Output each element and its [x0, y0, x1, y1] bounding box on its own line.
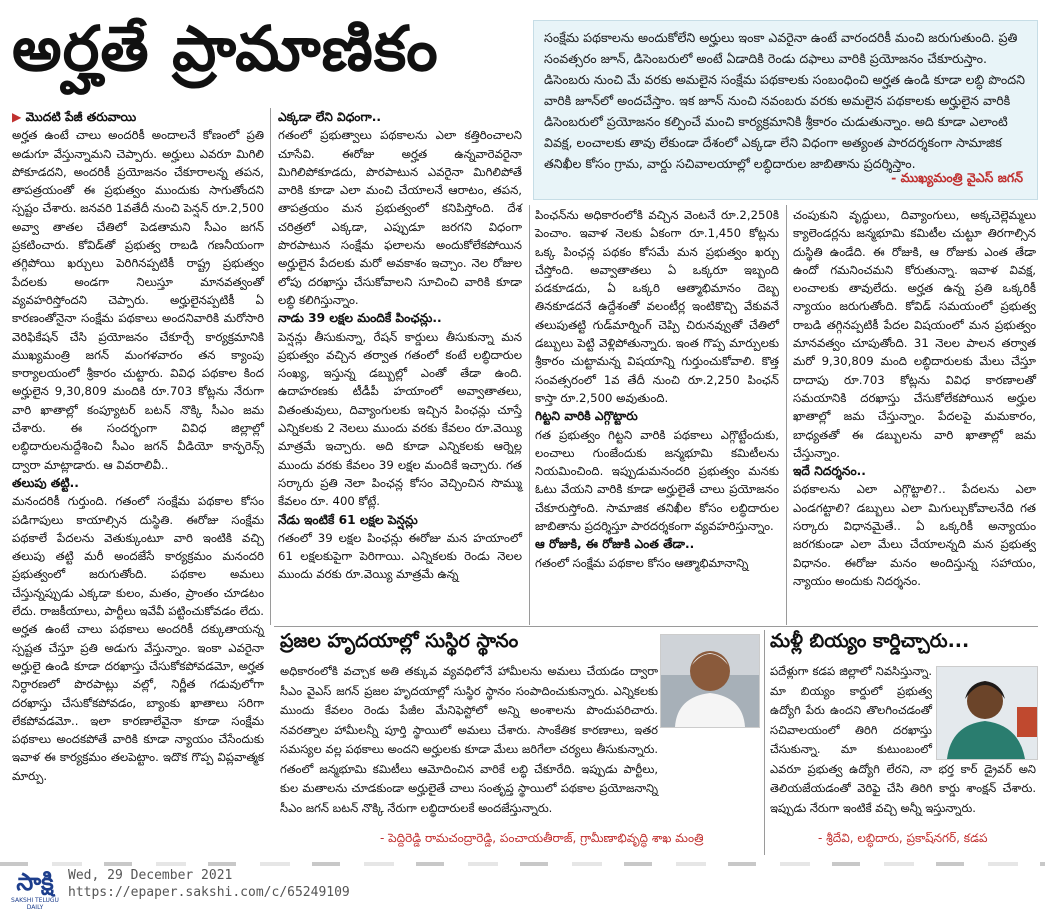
column-divider	[786, 205, 787, 625]
beneficiary-box-text: పదేళ్లుగా కడప జిల్లాలో నివసిస్తున్నా. మా బియ్యం కార్డులో ప్రభుత్వ ఉద్యోగి పేరు ఉందని తొలగించడంతో సచివాలయంలో తిరిగి దరఖాస్తు చేసుకున్నా. మా కుటుంబంలో ఎవరూ ప్రభుత్వ ఉద్యోగి లేరని, నా భర్త కార్ డ్రైవర్ అని తెలియజేయడంతో వెరిఫై చేసి తిరిగి కార్డు శాంక్షన్ చేశారు. ఇప్పుడు నేరుగా ఇంటికే వచ్చి అన్నీ ఇస్తున్నారు.	[770, 664, 1036, 815]
minister-box-signature: - పెద్దిరెడ్డి రామచంద్రారెడ్డి, పంచాయతీరాజ్, గ్రామీణాభివృద్ధి శాఖ మంత్రి	[380, 831, 704, 845]
sakshi-logo: సాక్షి	[16, 868, 54, 896]
column-divider	[270, 108, 271, 625]
minister-photo	[660, 634, 760, 728]
col2-subheading-0: ఎక్కడా లేని విధంగా..	[278, 110, 381, 124]
photo-spacer	[932, 662, 1036, 758]
minister-quote-box	[280, 626, 760, 858]
col4-subheading-1: ఇదే నిదర్శనం..	[793, 464, 866, 479]
footer-date: Wed, 29 December 2021	[68, 868, 233, 883]
minister-box-title: ప్రజల హృదయాల్లో సుస్థిర స్థానం	[280, 630, 519, 652]
col4-paragraph-2: పథకాలను ఎలా ఎగ్గొట్టాలి?.. పేదలను ఎలా ఎండగట్టాలి? డబ్బులు ఎలా మిగుల్చుకోవాలనేది గత సర్కారు విధానమైతే.. ఏ ఒక్కరికీ అన్యాయం జరగకుండా ఎలా మేలు చేయాలన్నది మన ప్రభుత్వ విధానం. ఈరోజు మనం అందిస్తున్న సహాయం, న్యాయం అందుకు నిదర్శనం.	[793, 482, 1036, 588]
beneficiary-box-signature: - శ్రీదేవి, లబ్ధిదారు, ప్రకాష్‌నగర్, కడప	[818, 831, 988, 845]
col3-subheading-2: ఆ రోజుకి, ఈ రోజుకి ఎంత తేడా..	[535, 537, 695, 552]
column-divider	[764, 630, 765, 855]
col1-paragraph-2: మనందరికీ గుర్తుంది. గతంలో సంక్షేమ పథకాల కోసం పడిగాపులు కాయాల్సిన దుస్థితి. ఈరోజు సంక్షేమ పథకాలే పేదలను వెతుక్కుంటూ వారి ఇంటికి వచ్చి తలుపు తట్టి మరీ అందజేసే కార్యక్రమం మనందరి ప్రభుత్వంలో జరుగుతోంది. పథకాల అమలు చేస్తున్నప్పుడు ఎక్కడా కులం, మతం, ప్రాంతం చూడటం లేదు. రాజకీయాలు, పార్టీలు ఇవేవీ పట్టించుకోవడం లేదు. అర్హత ఉంటే చాలు పథకాలు అందరికీ దక్కుతాయన్న స్పష్టత చేస్తూ ప్రతి అడుగు వేస్తున్నాం. ఇంకా ఎవరైనా అర్హులై ఉండి కూడా దరఖాస్తు చేసుకోకపోవడమో, అర్హత నిర్ధారణలో పొరపాట్లు వల్లో, నిర్ణీత గడువులోగా దరఖాస్తు చేసుకోకపోవడం, బ్యాంకు ఖాతాలు సరిగా లేకపోవడమో.. ఇలా కారణాలేవైనా కూడా సంక్షేమ పథకాలు అందకపోతే వారికి కూడా న్యాయం చేసేందుకు ఇవాళ ఈ కార్యక్రమం తలపెట్టాం. ఇదొక గొప్ప విప్లవాత్మక మార్పు.	[12, 494, 264, 783]
sakshi-logo-subtitle: SAKSHI TELUGU DAILY	[11, 897, 59, 911]
article-column-4	[793, 206, 1036, 625]
beneficiary-box-title: మళ్లీ బియ్యం కార్డిచ్చారు...	[770, 630, 970, 652]
lead-text: మొదటి పేజీ తరువాయి	[25, 110, 137, 124]
col2-paragraph-2: పెన్షన్లు తీసుకున్నా, రేషన్ కార్డులు తీసుకున్నా మన ప్రభుత్వం వచ్చిన తర్వాత గతంలో కంటే లబ్ధిదారుల సంఖ్య, ఇస్తున్న డబ్బుల్లో ఎంతో తేడా ఉంది. ఉదాహరణకు టీడీపీ హయాంలో అవ్వాతాతలు, వితంతువులు, దివ్యాంగులకు ఇచ్చిన పింఛన్లు చూస్తే ఎన్నికలకు 2 నెలలు ముందు వరకు కేవలం రూ.వెయ్యి మాత్రమే ఇచ్చారు. అది కూడా ఎన్నికలకు ఆర్నెల్ల ముందు వరకు కేవలం 39 లక్షల మందికే ఇచ్చారు. గత సర్కారు ప్రతి నెలా పింఛన్ల కోసం వెచ్చించిన సొమ్ము కేవలం రూ. 400 కోట్లే.	[278, 329, 522, 509]
continuation-label	[12, 108, 264, 126]
article-column-3	[535, 206, 779, 625]
col2-subheading-2: నేడు ఇంటికే 61 లక్షల పెన్షన్లు	[278, 512, 418, 527]
cm-quote-box	[533, 20, 1038, 200]
beneficiary-box-body	[770, 662, 1036, 830]
col2-subheading-1: నాడు 39 లక్షల మందికే పింఛన్లు..	[278, 311, 442, 326]
article-column-1	[12, 108, 264, 783]
article-column-2	[278, 108, 522, 625]
lead-arrow-icon: ▶	[12, 110, 22, 124]
col3-paragraph-3: గతంలో సంక్షేమ పథకాల కోసం ఆత్మాభిమానాన్ని	[535, 555, 749, 570]
col3-subheading-1: గిట్టని వారికి ఎగ్గొట్టారు	[535, 409, 638, 424]
col3-paragraph-1: పింఛన్‌ను అధికారంలోకి వచ్చిన వెంటనే రూ.2,250కి పెంచాం. ఇవాళ నెలకు ఏకంగా రూ.1,450 కోట్లను ఒక్క పింఛన్ల పథకం కోసమే మన ప్రభుత్వం ఖర్చు చేస్తోంది. అవ్వాతాతలు ఏ ఒక్కరూ ఇబ్బంది పడకూడదు, ఏ ఒక్కరి ఆత్మాభిమానం దెబ్బ తినకూడదనే ఉద్దేశంతో వలంటీర్ల ఇంటికొచ్చి వేకువనే తలుపుతట్టి గుడ్‌మార్నింగ్ చెప్పి చిరునవ్వుతో చేతిలో డబ్బులు పెట్టి వెళ్లిపోతున్నారు. ఇంత గొప్ప మార్పులకు శ్రీకారం చుట్టామన్న విషయాన్ని గుర్తుంచుకోవాలి. కొత్త సంవత్సరంలో 1వ తేదీ నుంచి రూ.2,250 పింఛన్ కాస్తా రూ.2,500 అవుతుంది.	[535, 208, 779, 405]
footer-url[interactable]: https://epaper.sakshi.com/c/65249109	[68, 885, 350, 900]
cm-quote-signature: - ముఖ్యమంత్రి వైఎస్ జగన్	[891, 170, 1023, 185]
column-divider	[529, 205, 530, 625]
col3-paragraph-2: గత ప్రభుత్వం గిట్టని వారికి పథకాలు ఎగ్గొట్టేందుకు, లంచాలు గుంజేందుకు జన్మభూమి కమిటీలను నియమించింది. ఇప్పుడుమనందరి ప్రభుత్వం మనకు ఓటు వేయని వారికి కూడా అర్హులైతే చాలు ప్రయోజనం చేకూరుస్తోంది. సామాజిక తనిఖీల కోసం లబ్ధిదారుల జాబితాను ప్రదర్శిస్తూ పారదర్శకంగా వ్యవహరిస్తున్నాం.	[535, 427, 779, 534]
minister-box-body: అధికారంలోకి వచ్చాక అతి తక్కువ వ్యవధిలోనే హామీలను అమలు చేయడం ద్వారా సీఎం వైఎస్ జగన్ ప్రజల హృదయాల్లో సుస్థిర స్థానం సంపాదించుకున్నారు. ఎన్నికలకు ముందు కేవలం రెండు పేజీల మేనిఫెస్టోలో అన్ని అంశాలను పొందుపరిచారు. నవరత్నాల హామీలన్నీ పూర్తి స్థాయిలో అమలు చేశారు. సాంకేతిక కారణాలు, ఇతర సమస్యల వల్ల పథకాలు అందని అర్హులకు కూడా మేలు జరిగేలా చర్యలు తీసుకున్నారు. గతంలో జన్మభూమి కమిటీలు ఆమోదించిన వారికే లబ్ధి చేకూరేది. ఇప్పుడు పార్టీలు, కుల మతాలను చూడకుండా అర్హులైతే చాలు సంతృప్త స్థాయిలో పథకాల ప్రయోజనాన్ని సీఎం జగన్ బటన్ నొక్కి నేరుగా లబ్ధిదారులకే అందజేస్తున్నారు.	[280, 664, 658, 815]
col1-paragraph-1: అర్హత ఉంటే చాలు అందరికీ అందాలనే కోణంలో ప్రతి అడుగూ వేస్తున్నామని చెప్పారు. అర్హులు ఎవరూ మిగిలి పోకూడదని, అందరికీ ప్రయోజనం చేకూరాలన్న తపన, తాపత్రయంతో ఈ ప్రభుత్వం ముందుకు సాగుతోందని స్పష్టం చేశారు. జనవరి 1వతేదీ నుంచి పెన్షన్ రూ.2,500 అవ్వా తాతల చేతిలో పెడతామని సీఎం జగన్ ప్రకటించారు. కోవిడ్‌తో ప్రభుత్వ రాబడి గణనీయంగా తగ్గిపోయి ఖర్చులు పెరిగినప్పటికీ రాష్ట్ర ప్రభుత్వం పేదలకు అండగా నిలుస్తూ మానవత్వంతో వ్యవహరిస్తోందని చెప్పారు. అర్హులైనప్పటికీ ఏ కారణంతోనైనా సంక్షేమ పథకాలు అందనివారికి మరోసారి వెరిఫికేషన్ చేసి ప్రయోజనం చేకూర్చే కార్యక్రమానికి ముఖ్యమంత్రి జగన్ మంగళవారం తన క్యాంపు కార్యాలయంలో శ్రీకారం చుట్టారు. వివిధ పథకాల కింద అర్హులైన 9,30,809 మందికి రూ.703 కోట్లను నేరుగా వారి ఖాతాల్లో కంప్యూటర్ బటన్ నొక్కి సీఎం జమ చేశారు. ఈ సందర్భంగా వివిధ జిల్లాల్లో లబ్ధిదారులనుద్దేశించి సీఎం జగన్ వీడియో కాన్ఫరెన్స్ ద్వారా మాట్లాడారు. ఆ వివరాలివీ..	[12, 128, 264, 472]
col2-paragraph-1: గతంలో ప్రభుత్వాలు పథకాలను ఎలా కత్తిరించాలని చూసేవి. ఈరోజు అర్హత ఉన్నవారెవరైనా మిగిలిపోకూడదు, పొరపాటున ఎవరైనా మిగిలిపోతే వారికి కూడా ఎలా మంచి చేయాలనే ఆరాటం, తపన, తాపత్రయం మన ప్రభుత్వంలో కనిపిస్తోంది. దేశ చరిత్రలో ఎక్కడా, ఎప్పుడూ జరగని విధంగా పొరపాటున సంక్షేమ ఫలాలను అందుకోలేకపోయిన అర్హులైన పేదలకు మరో అవకాశం ఇచ్చాం. నెల రోజుల లోపు దరఖాస్తు చేసుకోవాలని సూచించి వారికి కూడా లబ్ధి కలిగిస్తున్నాం.	[278, 128, 522, 307]
col4-paragraph-1: చంపుకుని వృద్ధులు, దివ్యాంగులు, అక్కచెల్లెమ్మలు క్యాలెండర్లను జన్మభూమి కమిటీల చుట్టూ తిరగాల్సిన దుస్థితి ఉండేది. ఈ రోజుకి, ఆ రోజుకు ఎంత తేడా ఉందో గమనించమని కోరుతున్నా. ఇవాళ వివక్ష, లంచాలకు తావులేదు. అర్హత ఉన్న ప్రతి ఒక్కరికీ న్యాయం జరుగుతోంది. కోవిడ్ సమయంలో ప్రభుత్వ రాబడి తగ్గినప్పటికీ పేదల విషయంలో మన ప్రభుత్వం మానవత్వం చూపుతోంది. 31 నెలల పాలన తర్వాత మరో 9,30,809 మంది లబ్ధిదారులకు మేలు చేస్తూ దాదాపు రూ.703 కోట్లను వివిధ కారణాలతో సమయానికి దరఖాస్తు చేసుకోలేకపోయిన అర్హుల ఖాతాల్లో జమ చేస్తున్నాం. పేదలపై మమకారం, బాధ్యతతో ఈ డబ్బులను వారి ఖాతాల్లో జమ చేస్తున్నాం.	[793, 208, 1036, 460]
beneficiary-quote-box	[770, 626, 1038, 858]
col1-subheading-1: తలుపు తట్టి..	[12, 475, 79, 490]
page-headline: అర్హతే ప్రామాణికం	[12, 12, 439, 85]
col2-paragraph-3: గతంలో 39 లక్షల పింఛన్లు ఈరోజు మన హయాంలో 61 లక్షలకుపైగా పెరిగాయి. ఎన్నికలకు రెండు నెలల ముందు వరకు రూ.వెయ్యి మాత్రమే ఉన్న	[278, 530, 522, 582]
cm-quote-text: సంక్షేమ పథకాలను అందుకోలేని అర్హులు ఇంకా ఎవరైనా ఉంటే వారందరికీ మంచి జరుగుతుంది. ప్రతి సంవత్సరం జూన్, డిసెంబరులో అంటే ఏడాదికి రెండు దఫాలు వారికి ప్రయోజనం చేకూరుస్తాం. డిసెంబరు నుంచి మే వరకు అమలైన సంక్షేమ పథకాలకు సంబంధించి అర్హత ఉండి కూడా లబ్ధి పొందని వారికి జూన్‌లో అందచేస్తాం. ఇక జూన్ నుంచి నవంబరు వరకు అమలైన పథకాలకు అర్హులైన వారికి డిసెంబరులో ప్రయోజనం కల్పించే మంచి కార్యక్రమానికి శ్రీకారం చుడుతున్నాం. అది కూడా ఎలాంటి వివక్ష, లంచాలకు తావు లేకుండా దేశంలో ఎక్కడా లేని విధంగా అత్యంత పారదర్శకంగా సామాజిక తనిఖీల కోసం గ్రామ, వార్డు సచివాలయాల్లో లబ్ధిదారుల జాబితాను ప్రదర్శిస్తాం.	[544, 30, 1026, 171]
